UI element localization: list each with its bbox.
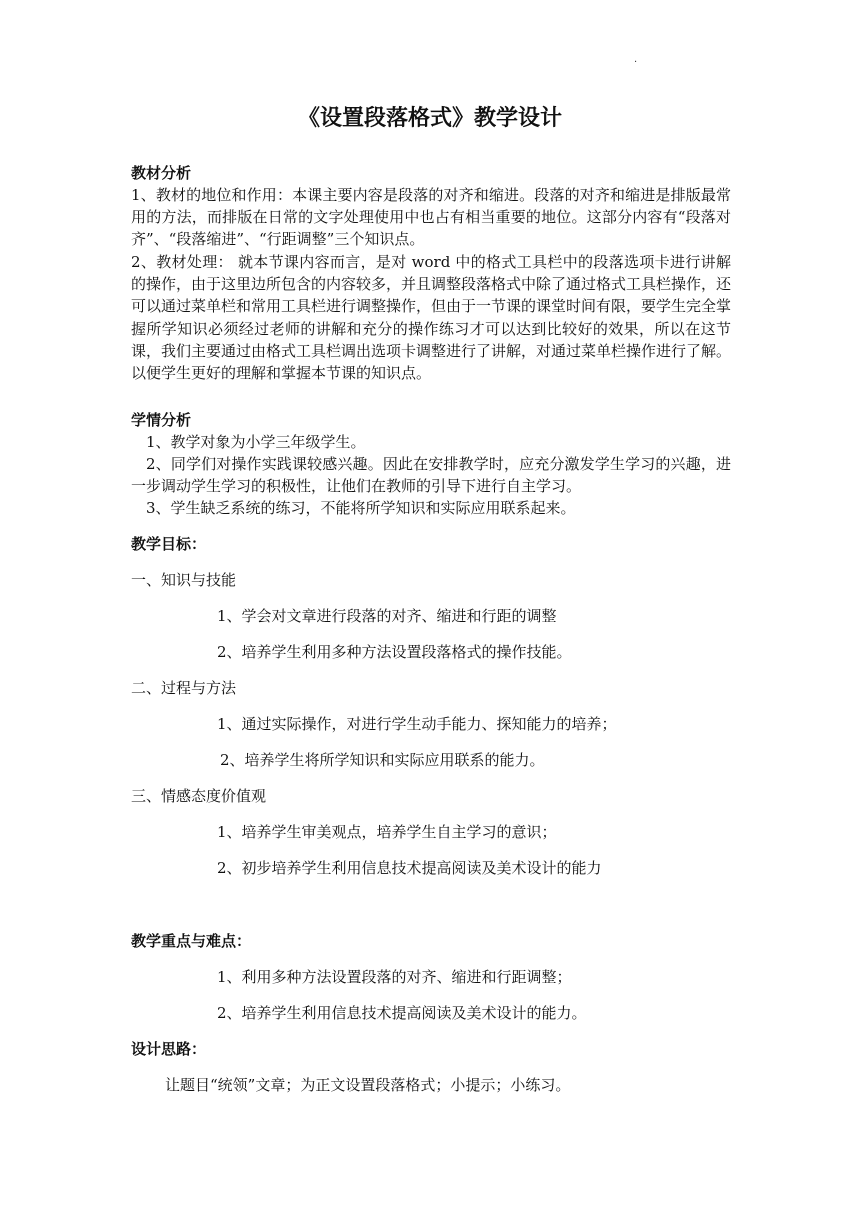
textbook-analysis-paragraph-2: 2、教材处理： 就本节课内容而言，是对 word 中的格式工具栏中的段落选项卡进行讲解的操作，由于这里边所包含的内容较多，并且调整段落格式中除了通过格式工具栏操作，还可以通过菜单栏和常用工具栏进行调整操作，但由于一节课的课堂时间有限，要学生完全掌握所学知识必须经过老师的讲解和充分的操作练习才可以达到比较好的效果，所以在这节课，我们主要通过由格式工具栏调出选项卡调整进行了讲解，对通过菜单栏操作进行了解。以便学生更好的理解和掌握本节课的知识点。	[131, 253, 732, 383]
objectives-heading: 教学目标：	[131, 535, 207, 553]
student-analysis-item-2: 2、同学们对操作实践课较感兴趣。因此在安排教学时，应充分激发学生学习的兴趣，进一步调动学生学习的积极性，让他们在教师的引导下进行自主学习。	[131, 455, 731, 496]
key-points-item-2: 2、培养学生利用信息技术提高阅读及美术设计的能力。	[217, 1004, 587, 1022]
design-approach-heading: 设计思路：	[131, 1040, 207, 1058]
emotion-values-label: 三、情感态度价值观	[131, 787, 267, 805]
textbook-analysis-heading: 教材分析	[131, 164, 192, 182]
knowledge-skills-item-2: 2、培养学生利用多种方法设置段落格式的操作技能。	[217, 643, 572, 661]
key-points-item-1: 1、利用多种方法设置段落的对齐、缩进和行距调整；	[217, 968, 572, 986]
process-methods-item-1: 1、通过实际操作，对进行学生动手能力、探知能力的培养；	[217, 715, 617, 733]
student-analysis-item-1: 1、教学对象为小学三年级学生。	[146, 433, 366, 451]
student-analysis-heading: 学情分析	[131, 411, 192, 429]
student-analysis-item-3: 3、学生缺乏系统的练习，不能将所学知识和实际应用联系起来。	[146, 499, 576, 517]
emotion-values-item-1: 1、培养学生审美观点，培养学生自主学习的意识；	[217, 823, 557, 841]
design-approach-text: 让题目“统领”文章；为正文设置段落格式；小提示；小练习。	[165, 1076, 571, 1094]
emotion-values-item-2: 2、初步培养学生利用信息技术提高阅读及美术设计的能力	[217, 859, 602, 877]
corner-mark: ·	[634, 57, 638, 68]
textbook-analysis-paragraph-1: 1、教材的地位和作用：本课主要内容是段落的对齐和缩进。段落的对齐和缩进是排版最常用的方法，而排版在日常的文字处理使用中也占有相当重要的地位。这部分内容有“段落对齐”、“段落缩进”、“行距调整”三个知识点。	[131, 186, 731, 249]
knowledge-skills-item-1: 1、学会对文章进行段落的对齐、缩进和行距的调整	[217, 607, 557, 625]
process-methods-item-2: 2、培养学生将所学知识和实际应用联系的能力。	[220, 751, 545, 769]
key-points-heading: 教学重点与难点：	[131, 932, 252, 950]
knowledge-skills-label: 一、知识与技能	[131, 571, 237, 589]
page-title: 《设置段落格式》教学设计	[297, 106, 562, 131]
process-methods-label: 二、过程与方法	[131, 679, 237, 697]
